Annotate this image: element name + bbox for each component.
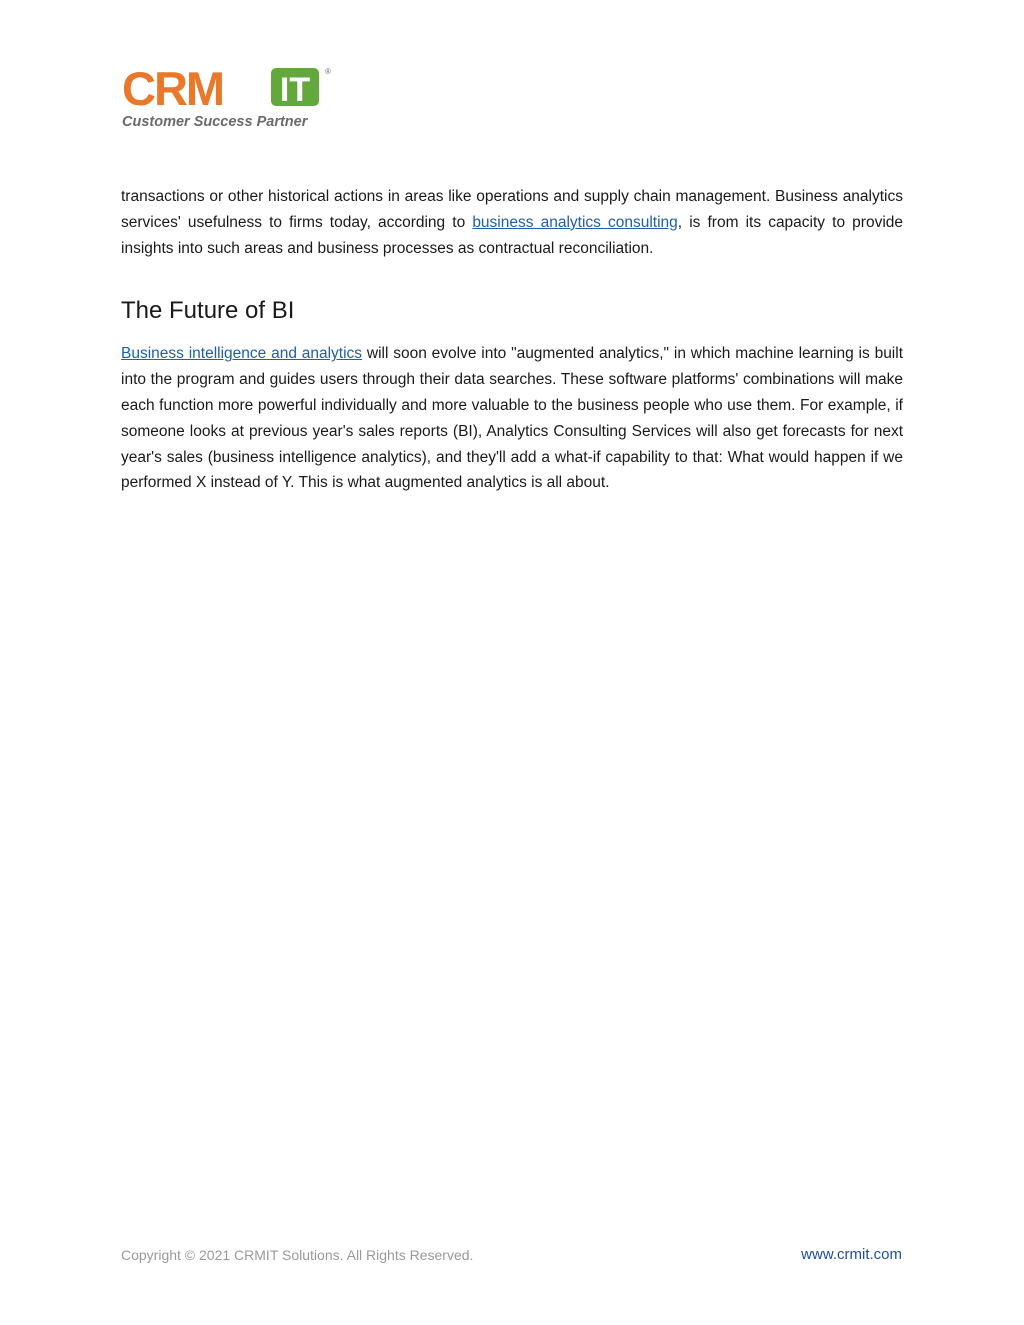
business-intelligence-analytics-link[interactable]: Business intelligence and analytics (121, 345, 363, 363)
logo-it-text: IT (279, 71, 311, 109)
copyright-notice: Copyright © 2021 CRMIT Solutions. All Rights Reserved. (121, 1247, 474, 1263)
future-of-bi-text: will soon evolve into "augmented analytics," in which machine learning is built into the program and guides users through their data searches. These software platforms' combinations will make each function more powerful individually and more valuable to the business people who use them. For example, if someone looks at previous year's sales reports (BI), Analytics Consulting Services will also get forecasts for next year's sales (business intelligence analytics), and they'll add a what-if capability to that: What would happen if we performed X instead of Y. This is what augmented analytics is all about. (121, 345, 904, 492)
logo-crm-text: CRM (122, 64, 224, 115)
intro-text-after-link: , is from its capacity to provide insights into such areas and business processes as contractual reconciliation. (121, 213, 904, 257)
document-body (121, 184, 903, 496)
website-link[interactable]: www.crmit.com (801, 1246, 902, 1263)
intro-paragraph (121, 184, 903, 261)
section-heading-future-of-bi: The Future of BI (121, 297, 295, 325)
future-of-bi-paragraph (121, 341, 903, 496)
business-analytics-consulting-link[interactable]: business analytics consulting (472, 213, 678, 231)
intro-text-before-link: transactions or other historical actions in areas like operations and supply chain management. Business analytics services' usefulness to firms today, according to (121, 188, 903, 231)
crmit-logo (122, 64, 332, 130)
logo-registered-mark: ® (325, 67, 331, 76)
logo-tagline: Customer Success Partner (122, 114, 308, 130)
